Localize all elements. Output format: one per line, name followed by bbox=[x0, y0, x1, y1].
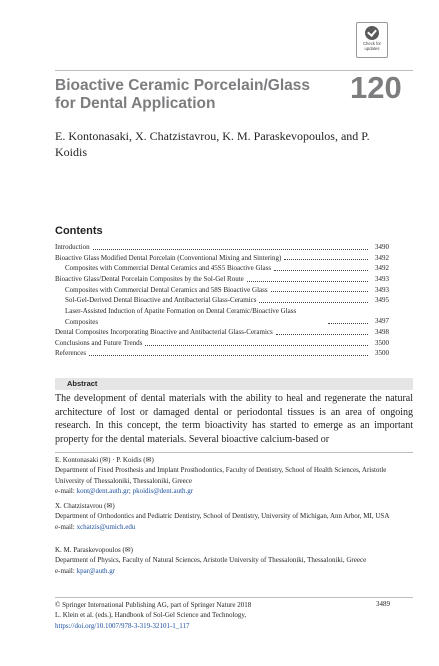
email-label: e-mail: bbox=[55, 522, 77, 531]
badge-line2: updates bbox=[364, 46, 380, 51]
toc-entry-title: Dental Composites Incorporating Bioactive and Antibacterial Glass-Ceramics bbox=[55, 328, 273, 337]
toc-entry-page: 3497 bbox=[375, 317, 389, 326]
toc-leader bbox=[271, 291, 368, 292]
affiliation-department: Department of Fixed Prosthesis and Implant Prosthodontics, Faculty of Dentistry, School of Health Sciences, Aristotle University of Thessaloniki, Thessaloniki, Greece bbox=[55, 466, 387, 485]
email-label: e-mail: bbox=[55, 487, 77, 496]
badge-line1: Check for bbox=[363, 41, 381, 46]
footer-rule bbox=[55, 597, 413, 598]
toc-entry-page: 3495 bbox=[375, 296, 389, 305]
toc-entry[interactable] bbox=[55, 263, 389, 274]
toc-entry-title: Laser-Assisted Induction of Apatite Formation on Dental Ceramic/Bioactive Glass Composites bbox=[65, 307, 297, 326]
toc-entry-title: Introduction bbox=[55, 242, 90, 251]
toc-entry-page: 3492 bbox=[375, 264, 389, 273]
affiliation-block bbox=[55, 501, 413, 532]
toc-entry[interactable] bbox=[55, 274, 389, 285]
affiliation-names: X. Chatzistavrou (✉) bbox=[55, 502, 115, 510]
email-link[interactable]: kpar@auth.gr bbox=[76, 566, 116, 575]
email-link[interactable]: xchatzis@umich.edu bbox=[76, 522, 136, 531]
editors-line: L. Klein et al. (eds.), Handbook of Sol-Gel Science and Technology, bbox=[55, 611, 247, 620]
affiliation-block bbox=[55, 455, 413, 497]
toc-entry[interactable] bbox=[55, 349, 389, 360]
toc-entry-page: 3493 bbox=[375, 285, 389, 294]
toc-leader bbox=[284, 259, 368, 260]
table-of-contents bbox=[55, 242, 389, 359]
toc-leader bbox=[145, 345, 368, 346]
toc-entry[interactable] bbox=[55, 285, 389, 296]
affiliation-rule bbox=[55, 452, 413, 453]
toc-entry[interactable] bbox=[55, 327, 389, 338]
check-mark-icon bbox=[365, 26, 379, 40]
toc-entry-page: 3500 bbox=[375, 349, 389, 358]
toc-entry-title: References bbox=[55, 349, 87, 358]
abstract-band bbox=[55, 378, 413, 390]
toc-entry[interactable] bbox=[55, 242, 389, 253]
toc-entry[interactable] bbox=[55, 306, 389, 327]
contents-heading: Contents bbox=[55, 225, 103, 237]
toc-leader bbox=[93, 249, 368, 250]
toc-leader bbox=[89, 355, 368, 356]
toc-leader bbox=[259, 302, 368, 303]
affiliation-names: K. M. Paraskevopoulos (✉) bbox=[55, 546, 133, 554]
affiliation-block bbox=[55, 545, 413, 576]
affiliation-department: Department of Physics, Faculty of Natural Sciences, Aristotle University of Thessaloniki, Thessaloniki, Greece bbox=[55, 556, 367, 565]
toc-leader bbox=[276, 334, 368, 335]
toc-entry[interactable] bbox=[55, 295, 389, 306]
toc-entry-page: 3498 bbox=[375, 328, 389, 337]
affiliation-department: Department of Orthodontics and Pediatric Dentistry, School of Dentistry, University of Michigan, Ann Arbor, MI, USA bbox=[55, 512, 390, 521]
email-label: e-mail: bbox=[55, 566, 77, 575]
abstract-text: The development of dental materials with the ability to heal and regenerate the natural architecture of lost or damaged dental or periodontal tissues is an area of ongoing research. In this concept, the term bioactivity has started to emerge as an important property for the dental materials. Several bioactive calcium-based or bbox=[55, 393, 413, 445]
toc-entry-title: Bioactive Glass Modified Dental Porcelain (Conventional Mixing and Sintering) bbox=[55, 253, 282, 262]
toc-entry[interactable] bbox=[55, 338, 389, 349]
toc-leader bbox=[247, 281, 368, 282]
toc-entry-title: Composites with Commercial Dental Ceramics and 58S Bioactive Glass bbox=[65, 285, 268, 294]
toc-entry-title: Bioactive Glass/Dental Porcelain Composites by the Sol-Gel Route bbox=[55, 275, 244, 284]
toc-entry-page: 3500 bbox=[375, 338, 389, 347]
author-list: E. Kontonasaki, X. Chatzistavrou, K. M. Paraskevopoulos, and P. Koidis bbox=[55, 129, 370, 159]
email-link[interactable]: kont@dent.auth.gr; pkoidis@dent.auth.gr bbox=[76, 487, 194, 496]
toc-entry-page: 3492 bbox=[375, 253, 389, 262]
toc-leader bbox=[328, 323, 368, 324]
copyright-line: © Springer International Publishing AG, part of Springer Nature 2018 bbox=[55, 601, 252, 609]
check-for-updates-badge[interactable] bbox=[356, 22, 388, 58]
toc-entry-title: Conclusions and Future Trends bbox=[55, 338, 143, 347]
toc-entry-title: Composites with Commercial Dental Ceramics and 45S5 Bioactive Glass bbox=[65, 264, 272, 273]
doi-link[interactable]: https://doi.org/10.1007/978-3-319-32101-1_117 bbox=[55, 621, 190, 630]
toc-entry-page: 3490 bbox=[375, 242, 389, 251]
toc-entry-page: 3493 bbox=[375, 275, 389, 284]
affiliation-names: E. Kontonasaki (✉) · P. Koidis (✉) bbox=[55, 456, 154, 464]
chapter-title: Bioactive Ceramic Porcelain/Glass for Dental Application bbox=[55, 77, 311, 112]
footer-citation bbox=[55, 600, 295, 631]
page-number: 3489 bbox=[376, 600, 390, 608]
abstract-label: Abstract bbox=[67, 379, 98, 388]
toc-entry[interactable] bbox=[55, 253, 389, 264]
toc-entry-title: Sol-Gel-Derived Dental Bioactive and Antibacterial Glass-Ceramics bbox=[65, 296, 257, 305]
chapter-number: 120 bbox=[350, 70, 402, 105]
toc-leader bbox=[274, 270, 368, 271]
